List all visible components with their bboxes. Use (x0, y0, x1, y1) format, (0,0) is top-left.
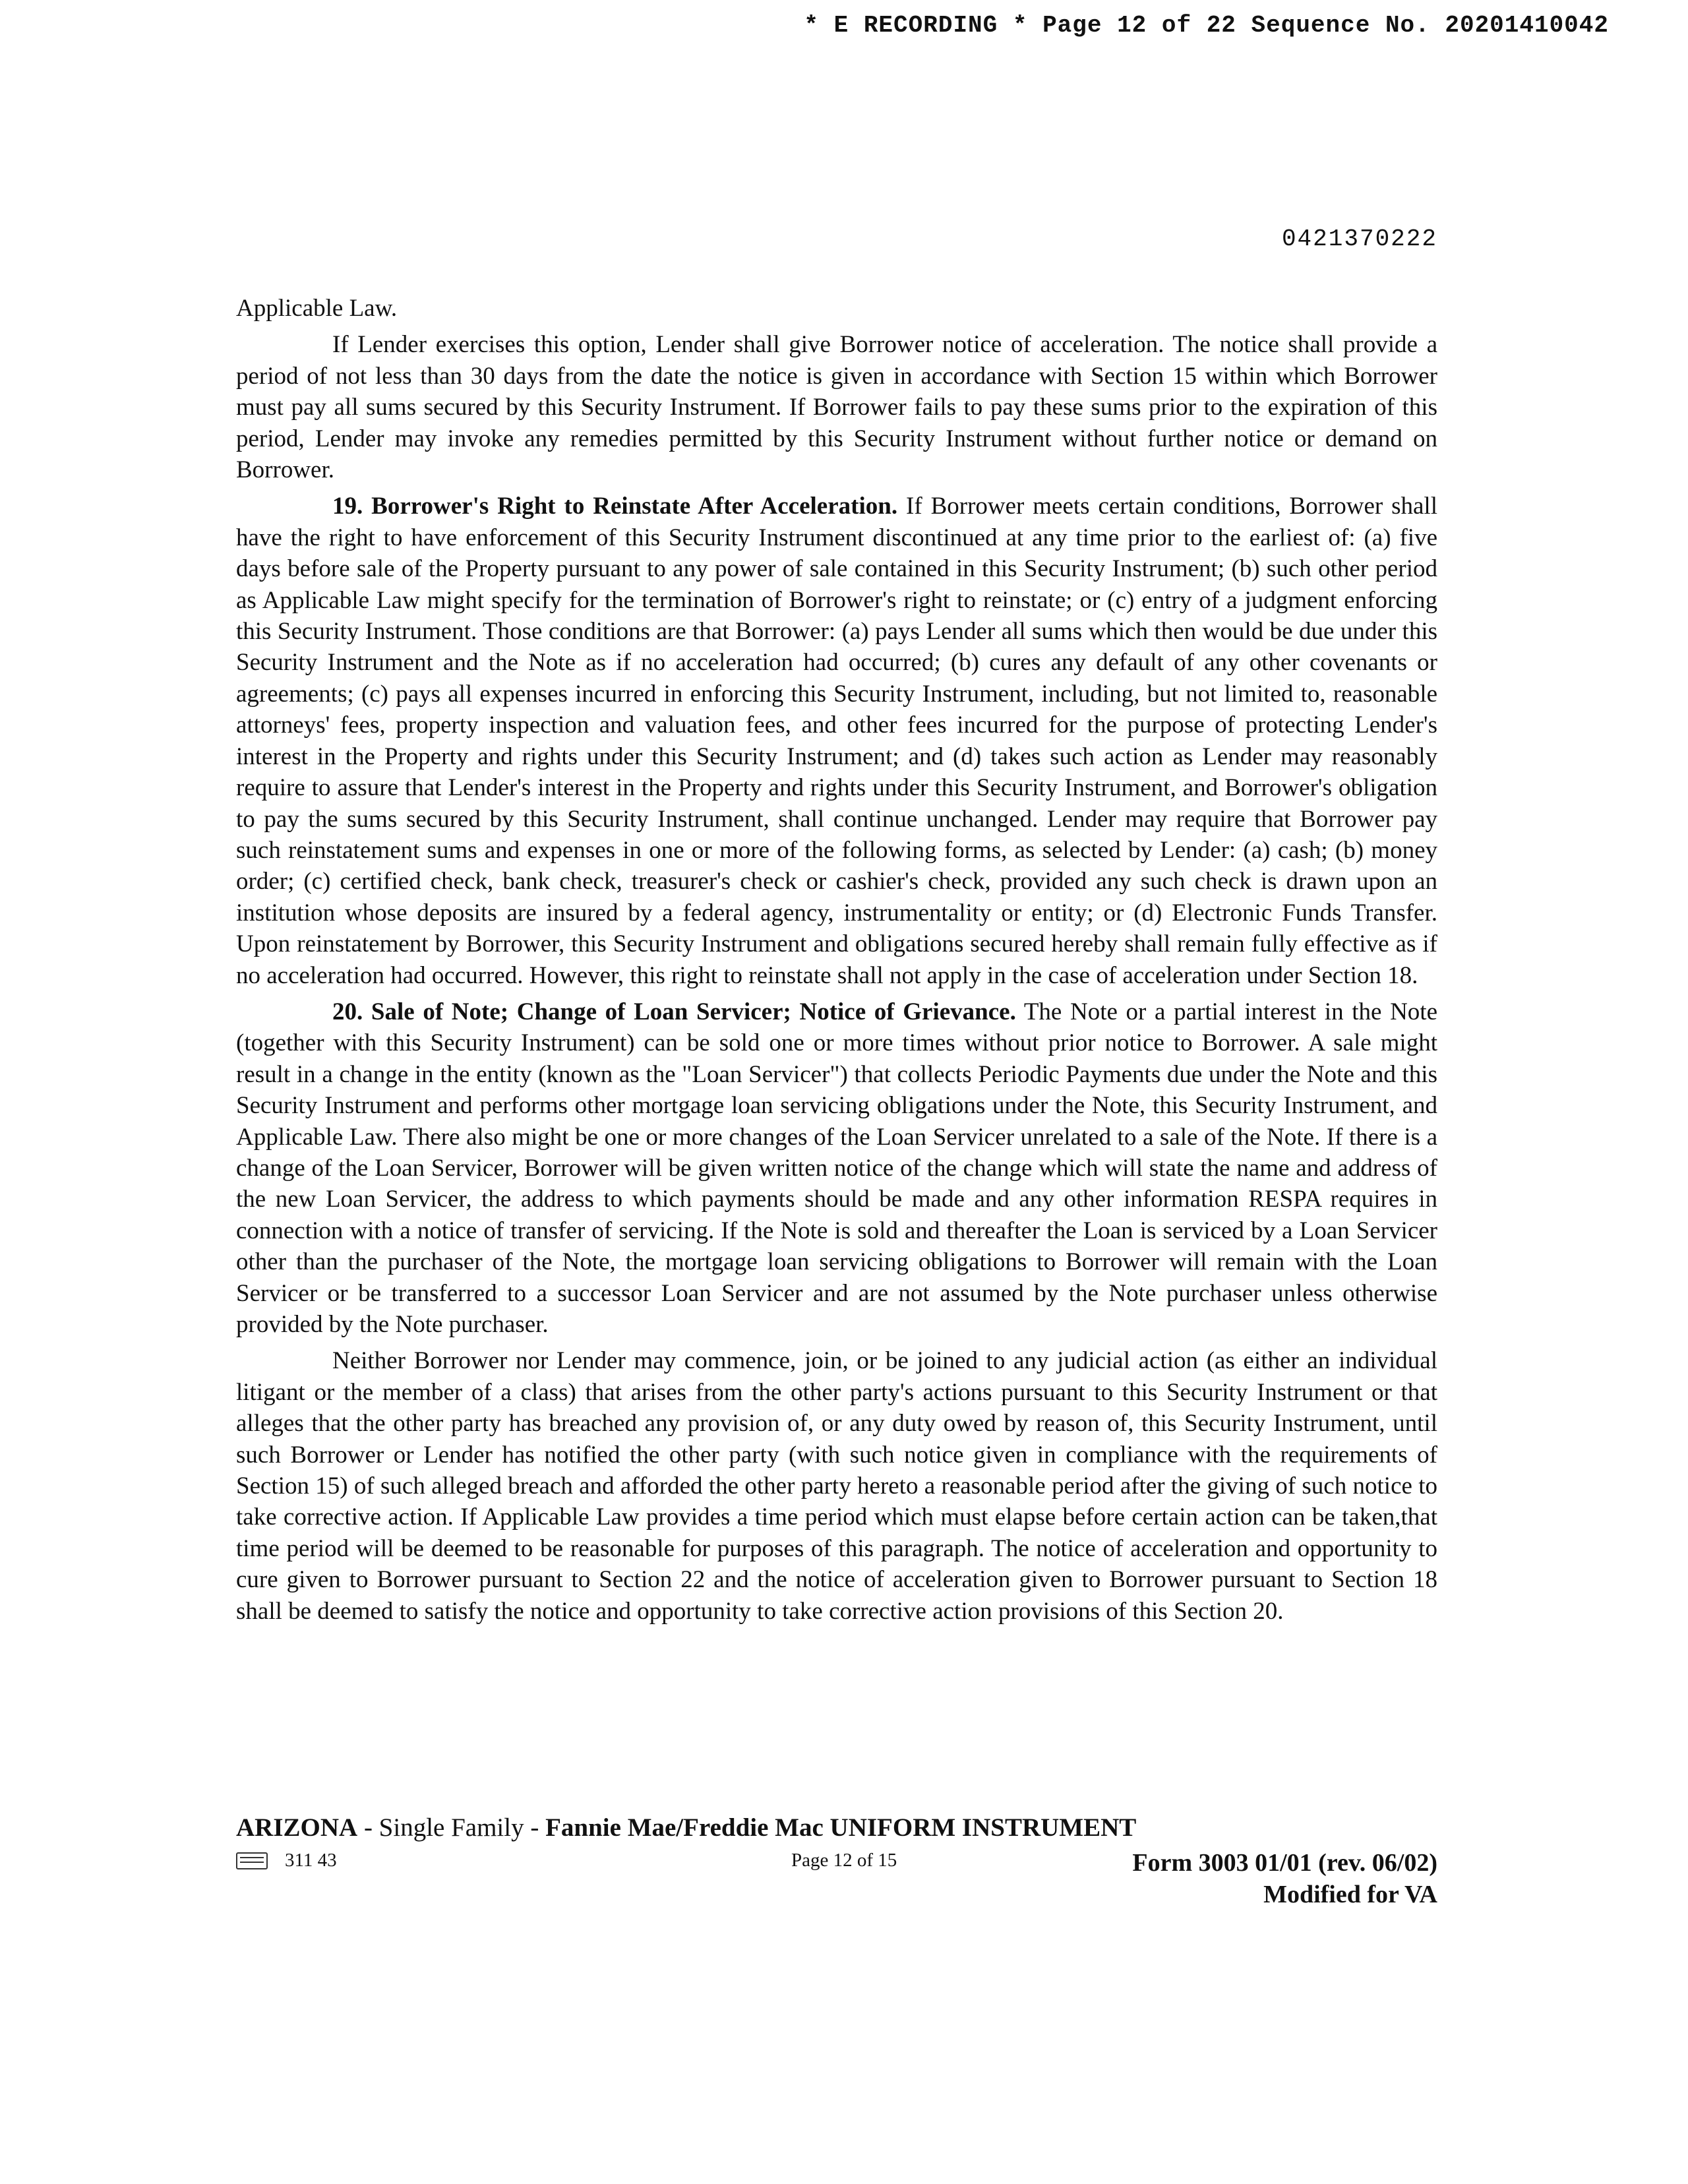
paragraph-applicable-law: Applicable Law. (236, 295, 398, 322)
form-code-text: 311 43 (285, 1850, 337, 1871)
form-logo-icon (236, 1852, 268, 1869)
paragraph-acceleration-notice: If Lender exercises this option, Lender shall give Borrower notice of acceleration. The notice shall provide a period of not less than 30 days from the date the notice is given in accordance with Section 15 within which Borrower must pay all sums secured by this Security Instrument. If Borrower fails to pay these sums prior to the expiration of this period, Lender may invoke any remedies permitted by this Security Instrument without further notice or demand on Borrower. (236, 331, 1437, 484)
form-modified: Modified for VA (1263, 1881, 1437, 1908)
section-19 (236, 491, 1437, 991)
section-19-text: If Borrower meets certain conditions, Borrower shall have the right to have enforcement of this Security Instrument discontinued at any time prior to the earliest of: (a) five days before sale of the Property pursuant to any power of sale contained in this Security Instrument; (b) such other period as Applicable Law might specify for the termination of Borrower's right to reinstate; or (c) entry of a judgment enforcing this Security Instrument. Those conditions are that Borrower: (a) pays Lender all sums which then would be due under this Security Instrument and the Note as if no acceleration had occurred; (b) cures any default of any other covenants or agreements; (c) pays all expenses incurred in enforcing this Security Instrument, including, but not limited to, reasonable attorneys' fees, property inspection and valuation fees, and other fees incurred for the purpose of protecting Lender's interest in the Property and rights under this Security Instrument; and (d) takes such action as Lender may reasonably require to assure that Lender's interest in the Property and rights under this Security Instrument, and Borrower's obligation to pay the sums secured by this Security Instrument, shall continue unchanged. Lender may require that Borrower pay such reinstatement sums and expenses in one or more of the following forms, as selected by Lender: (a) cash; (b) money order; (c) certified check, bank check, treasurer's check or cashier's check, provided any such check is drawn upon an institution whose deposits are insured by a federal agency, instrumentality or entity; or (d) Electronic Funds Transfer. Upon reinstatement by Borrower, this Security Instrument and obligations secured hereby shall remain fully effective as if no acceleration had occurred. However, this right to reinstate shall not apply in the case of acceleration under Section 18. (236, 493, 1437, 989)
footer-row (236, 1843, 1437, 1916)
loan-number: 0421370222 (1281, 226, 1437, 253)
section-20-text: The Note or a partial interest in the Note (together with this Security Instrument) can be sold one or more times without prior notice to Borrower. A sale might result in a change in the entity (known as the "Loan Servicer") that collects Periodic Payments due under the Note and this Security Instrument and performs other mortgage loan servicing obligations under the Note, this Security Instrument, and Applicable Law. There also might be one or more changes of the Loan Servicer unrelated to a sale of the Note. If there is a change of the Loan Servicer, Borrower will be given written notice of the change which will state the name and address of the new Loan Servicer, the address to which payments should be made and any other information RESPA requires in connection with a notice of transfer of servicing. If the Note is sold and thereafter the Loan is serviced by a Loan Servicer other than the purchaser of the Note, the mortgage loan servicing obligations to Borrower will remain with the Loan Servicer or be transferred to a successor Loan Servicer and are not assumed by the Note purchaser unless otherwise provided by the Note purchaser. (236, 998, 1437, 1338)
section-20-heading: 20. Sale of Note; Change of Loan Servicer; Notice of Grievance. (332, 998, 1016, 1025)
footer-form-id (1132, 1847, 1437, 1910)
document-body (236, 293, 1437, 1632)
footer-separator: - Single Family - (357, 1813, 546, 1842)
recording-header: * E RECORDING * Page 12 of 22 Sequence No. 20201410042 (804, 12, 1609, 39)
form-number: Form 3003 01/01 (rev. 06/02) (1132, 1849, 1437, 1877)
paragraph-judicial-action: Neither Borrower nor Lender may commence, join, or be joined to any judicial action (as either an individual litigant or the member of a class) that arises from the other party's actions pursuant to this Security Instrument or that alleges that the other party has breached any provision of, or any duty owed by reason of, this Security Instrument, until such Borrower or Lender has notified the other party (with such notice given in compliance with the requirements of Section 15) of such alleged breach and afforded the other party hereto a reasonable period after the giving of such notice to take corrective action. If Applicable Law provides a time period which must elapse before certain action can be taken,that time period will be deemed to be reasonable for purposes of this paragraph. The notice of acceleration and opportunity to cure given to Borrower pursuant to Section 22 and the notice of acceleration given to Borrower pursuant to Section 18 shall be deemed to satisfy the notice and opportunity to take corrective action provisions of this Section 20. (236, 1347, 1437, 1625)
footer-form-code (236, 1850, 337, 1871)
page-footer (236, 1813, 1437, 1916)
footer-state: ARIZONA (236, 1813, 358, 1842)
section-20 (236, 996, 1437, 1340)
section-19-heading: 19. Borrower's Right to Reinstate After Acceleration. (332, 493, 898, 520)
footer-instrument-line (236, 1813, 1437, 1843)
footer-page-number: Page 12 of 15 (791, 1850, 897, 1871)
footer-instrument: Fannie Mae/Freddie Mac UNIFORM INSTRUMENT (545, 1813, 1137, 1842)
